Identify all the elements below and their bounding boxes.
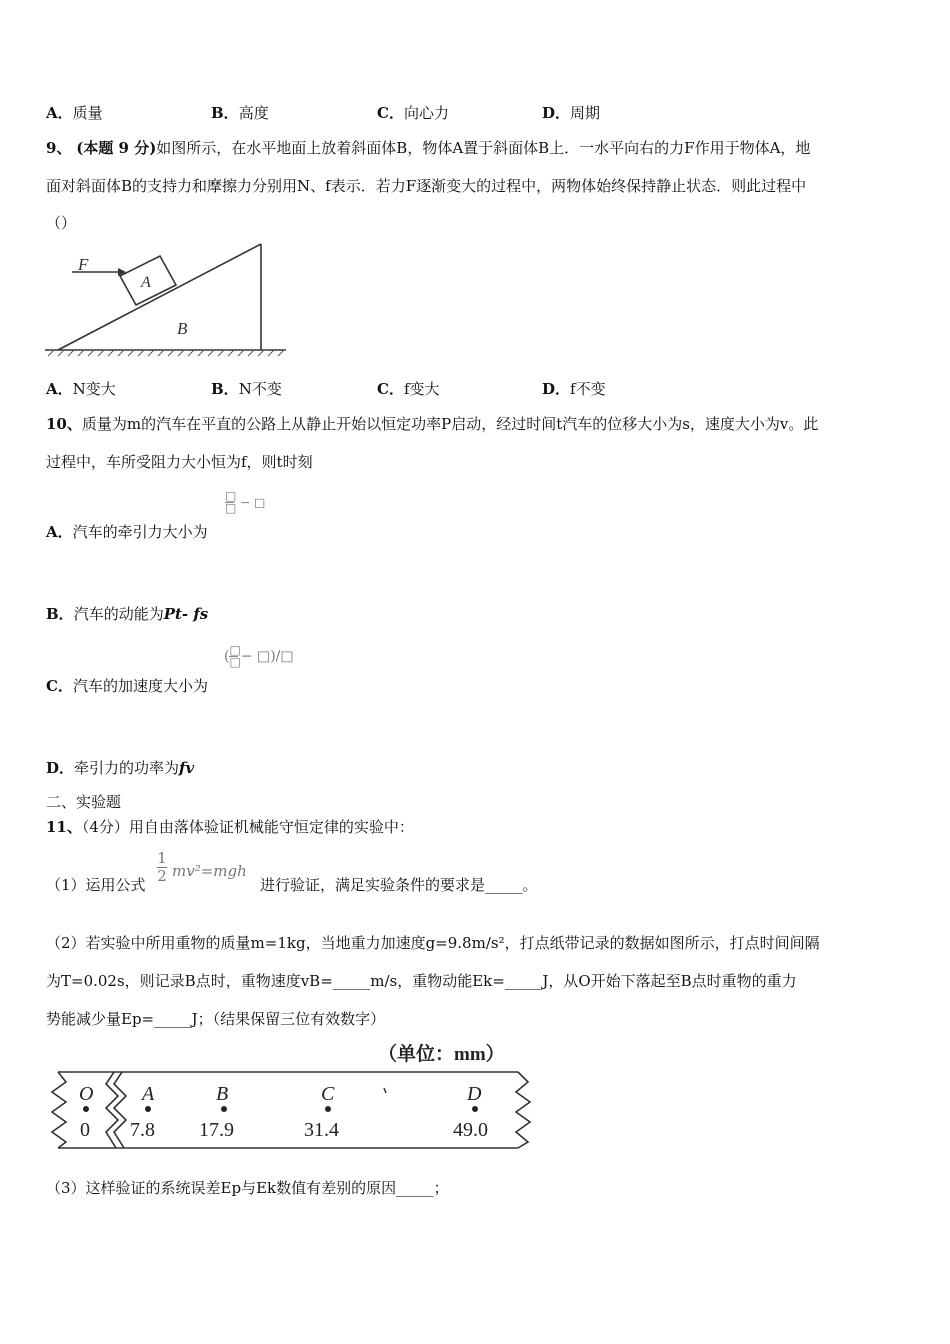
q9-option-a: A．N变大 [46, 380, 116, 398]
tape-dot-b [221, 1106, 227, 1112]
q9-figure-incline [40, 236, 300, 364]
q8-option-d: D．周期 [542, 104, 601, 122]
section-title: 二、实验题 [46, 793, 122, 811]
tape-value-a: 7.8 [130, 1119, 155, 1141]
tape-value-o: 0 [80, 1119, 90, 1141]
q8-option-a: A．质量 [46, 104, 103, 122]
tape-left-tear [52, 1072, 66, 1148]
q9-answer-blank: （） [46, 214, 77, 232]
q10-option-b: B．汽车的动能为Pt- fs [46, 605, 209, 623]
formula-fraction: 1 2 [157, 849, 167, 885]
q11-part2-line2: 为T=0.02s，则记录B点时，重物速度vB=_____m/s，重物动能Ek=_____J，从O开始下落起至B点时重物的重力 [46, 972, 797, 990]
tape-label-a: A [142, 1083, 155, 1105]
q9-stem-line2: 面对斜面体B的支持力和摩擦力分别用N、f表示．若力F逐渐变大的过程中，两物体始终保持静止状态．则此过程中 [46, 177, 807, 195]
tape-dot-c [325, 1106, 331, 1112]
q9-options [46, 378, 906, 400]
q9-stem-line1: 9、 (本题 9 分)如图所示，在水平地面上放着斜面体B，物体A置于斜面体B上．一水平向右的力F作用于物体A，地 [46, 139, 811, 157]
q9-option-c: C．f变大 [377, 380, 440, 398]
paper-tape-figure [44, 1038, 534, 1158]
tape-dot-o [83, 1106, 89, 1112]
q10-option-a: A．汽车的牵引力大小为 [46, 523, 208, 541]
tape-label-d: D [467, 1083, 482, 1105]
q10-stem-line2: 过程中，车所受阻力大小恒为f，则t时刻 [46, 453, 313, 471]
q8-options [46, 102, 906, 124]
tape-value-b: 17.9 [199, 1119, 234, 1141]
q10-formula-a: □ □ − □ [225, 489, 266, 515]
tape-label-o: O [79, 1083, 94, 1105]
q9-option-d: D．f不变 [542, 380, 606, 398]
q11-part2-line1: （2）若实验中所用重物的质量m=1kg，当地重力加速度g=9.8m/s²，打点纸带记录的数据如图所示，打点时间间隔 [46, 934, 820, 952]
q10-formula-c: ( □ □ − □)/□ [224, 643, 294, 669]
tape-right-tear [516, 1072, 530, 1148]
tape-label-b: B [216, 1083, 229, 1105]
tape-unit-label: （单位：mm） [378, 1044, 505, 1065]
q10-stem-line1: 10、质量为m的汽车在平直的公路上从静止开始以恒定功率P启动，经过时间t汽车的位移大小为s，速度大小为v。此 [46, 415, 819, 433]
label-b: B [177, 319, 188, 338]
tape-dot-a [145, 1106, 151, 1112]
tape-label-c: C [321, 1083, 335, 1105]
incline-slope [58, 244, 261, 350]
q10-option-d: D．牵引力的功率为fv [46, 759, 195, 777]
tape-dot-d [472, 1106, 478, 1112]
q9-option-b: B．N不变 [211, 380, 282, 398]
q11-part2-line3: 势能减少量Ep=_____J；（结果保留三位有效数字） [46, 1010, 386, 1028]
q8-option-b: B．高度 [211, 104, 269, 122]
q11-part3: （3）这样验证的系统误差Ep与Ek数值有差别的原因_____； [46, 1179, 449, 1197]
q11-intro: 11、（4分）用自由落体验证机械能守恒定律的实验中： [46, 818, 414, 836]
q10-option-c: C．汽车的加速度大小为 [46, 677, 208, 695]
tape-value-c: 31.4 [304, 1119, 339, 1141]
label-f: F [78, 255, 89, 274]
q8-option-c: C．向心力 [377, 104, 449, 122]
tape-break-2 [114, 1072, 126, 1148]
label-a: A [141, 274, 151, 291]
tape-stray-mark [384, 1088, 386, 1093]
tape-value-d: 49.0 [453, 1119, 488, 1141]
